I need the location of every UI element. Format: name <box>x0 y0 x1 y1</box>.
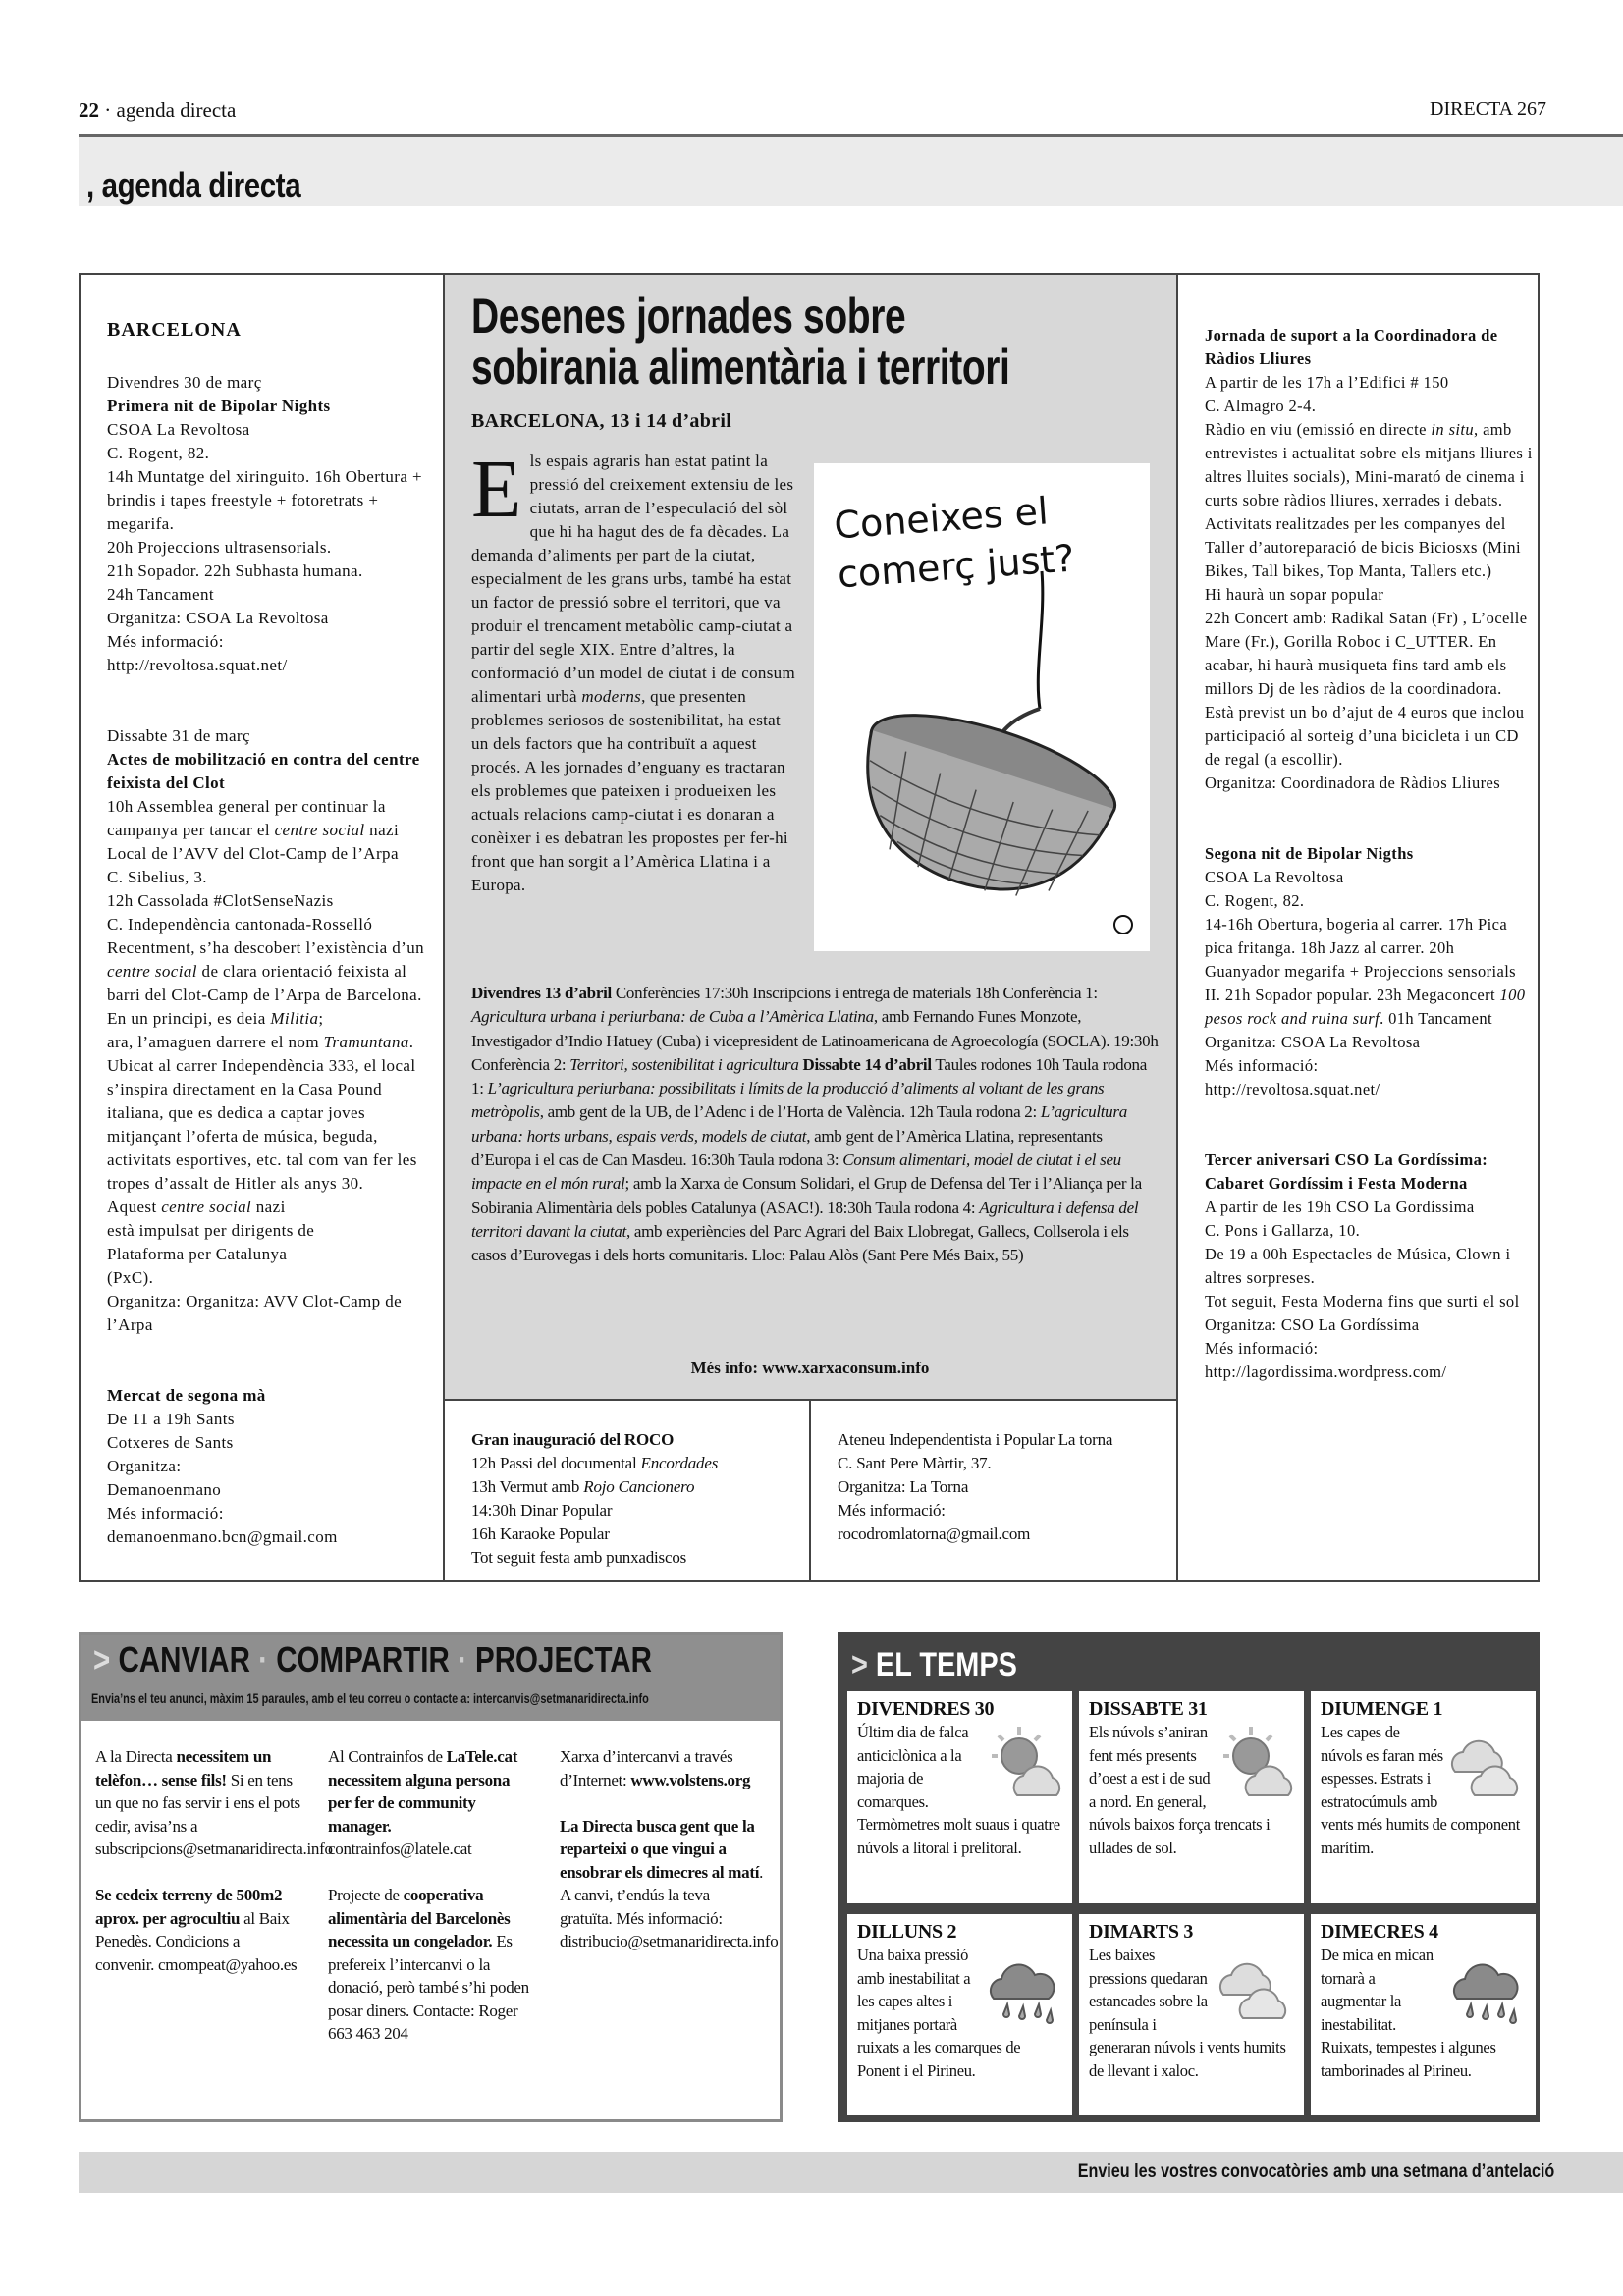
article-intro <box>471 444 800 897</box>
italic-text: L’agricultura periurbana: possibilitats i límits de la producció d’aliments al voltant de les grans metròpolis <box>471 1079 1105 1122</box>
classified-column <box>95 1745 333 1976</box>
text-run: . Ubicat al carrer Independència 333, el local s’inspira directament en la Casa Pound italiana, que es dedica a captar joves mitjançant l’oferta de música, beguda, activitats esportives, etc. tal com van fer les tropes d’assalt de Hitler als anys 30. Aquest <box>107 1033 417 1216</box>
italic-text: 100 pesos rock and ruina surf <box>1205 986 1526 1028</box>
section-name: · agenda directa <box>99 98 237 122</box>
italic-text: Tramuntana <box>323 1033 409 1051</box>
bold-text: Se cedeix terreny de 500m2 aprox. per agrocultiu <box>95 1886 283 1928</box>
text-run: Al Contrainfos de <box>328 1747 447 1766</box>
title-part: PROJECTAR <box>475 1639 652 1680</box>
text-run: De 11 a 19h Sants Cotxeres de Sants Organitza: Demanoenmano Més informació: demanoenmano.bcn@gmail.com <box>107 1410 338 1546</box>
bold-text: Jornada de suport a la Coordinadora de Ràdios Lliures <box>1205 326 1498 368</box>
weather-title-text: EL TEMPS <box>875 1646 1017 1683</box>
weather-day: DIUMENGE 1 <box>1321 1698 1443 1720</box>
italic-text: Rojo Cancionero <box>583 1477 695 1496</box>
weather-day-card <box>847 1914 1072 2115</box>
text-run: , amb Fernando Funes Monzote, Investigador d’Indio Hatuey (Cuba) i vicepresident de Latinoamericana de Agroecología (SOCLA). 19:30h Conferència 2: <box>471 1007 1159 1074</box>
weather-day: DIMECRES 4 <box>1321 1921 1438 1943</box>
partly-cloudy-icon <box>1216 1723 1298 1805</box>
article-headline: Desenes jornades sobre sobirania alimentària i territori <box>471 289 1010 395</box>
exchange-subtitle: Envia’ns el teu anunci, màxim 15 paraules, amb el teu correu o contacte a: intercanvis@setmanaridirecta.info <box>91 1690 649 1706</box>
text-run: Si en tens un que no fas servir i ens el pots cedir, avisa’ns a subscripcions@setmanaridirecta.info <box>95 1770 333 1858</box>
exchange-header <box>81 1635 780 1721</box>
text-run: . A canvi, t’endús la teva gratuïta. Més informació: distribucio@setmanaridirecta.info <box>560 1862 779 1950</box>
arrow-icon: > <box>93 1639 111 1680</box>
running-header <box>79 98 236 123</box>
text-run: 10h Assemblea general per continuar la campanya per tancar el <box>107 797 386 839</box>
text-run: Conferències 17:30h Inscripcions i entrega de materials 18h Conferència 1: <box>611 984 1098 1002</box>
arrow-icon: > <box>851 1646 868 1683</box>
title-part: CANVIAR <box>118 1639 250 1680</box>
text-run: A partir de les 19h CSO La Gordíssima C. Pons i Gallarza, 10. De 19 a 00h Espectacles de Música, Clown i altres sorpreses. Tot seguit, Festa Moderna fins que surti el sol Organitza: CSO La Gordíssima Més informació: http://lagordissima.wordpress.com/ <box>1205 1198 1520 1381</box>
issue-number: DIRECTA 267 <box>1430 98 1546 120</box>
weather-day: DIVENDRES 30 <box>857 1698 995 1720</box>
event-listing <box>107 724 431 1337</box>
fair-trade-illustration <box>814 463 1150 951</box>
italic-text: Encordades <box>640 1454 719 1472</box>
article-more-info[interactable]: Més info: www.xarxaconsum.info <box>690 1359 930 1377</box>
italic-text: Militia <box>270 1009 319 1028</box>
bold-text: Tercer aniversari CSO La Gordíssima: Cabaret Gordíssim i Festa Moderna <box>1205 1150 1488 1193</box>
event-listing <box>1205 324 1534 795</box>
text-run: Dissabte 31 de març <box>107 726 250 745</box>
bold-text: Segona nit de Bipolar Nigths <box>1205 844 1414 863</box>
italic-text: Consum alimentari, model de ciutat i el seu impacte en el món rural <box>471 1150 1121 1194</box>
italic-text: Agricultura urbana i periurbana: de Cuba a l’Amèrica Llatina <box>471 1007 874 1027</box>
text-run: nazi està impulsat per dirigents de Plataforma per Catalunya (PxC). Organitza: Organitza: AVV Clot-Camp de l’Arpa <box>107 1198 403 1334</box>
exchange-box <box>79 1632 783 2122</box>
classified-column <box>560 1745 779 1953</box>
bold-text: Mercat de segona mà <box>107 1386 266 1405</box>
text-run: ; amb la Xarxa de Consum Solidari, el Grup de Defensa del Ter i l’Aliança per la Sobirania Alimentària dels pobles Catalunya (ASAC!). 18:30h Taula rodona 4: <box>471 1174 1142 1217</box>
bold-text: La Directa busca gent que la reparteixi o que vingui a ensobrar els dimecres al matí <box>560 1816 760 1882</box>
rain-icon <box>1447 1946 1530 2028</box>
weather-day: DISSABTE 31 <box>1089 1698 1208 1720</box>
italic-text: centre social <box>274 821 365 839</box>
footer-band <box>79 2152 1623 2193</box>
bold-text: Primera nit de Bipolar Nights <box>107 397 331 415</box>
weather-title <box>851 1646 1017 1684</box>
text-run: A la Directa <box>95 1747 177 1766</box>
page-number: 22 <box>79 98 99 122</box>
column-divider <box>1176 273 1178 1582</box>
italic-text: Agricultura i defensa del territori davant la ciutat <box>471 1198 1139 1241</box>
weather-forecast: Últim dia de falca anticiclònica a la majoria de comarques. Termòmetres molt suaus i quatre núvols a litoral i prelitoral. <box>857 1723 1060 1857</box>
column-divider <box>443 273 445 1582</box>
text-run: Es prefereix l’intercanvi o la donació, però també s’hi poden posar diners. Contacte: Roger 663 463 204 <box>328 1932 529 2043</box>
weather-day-card <box>1079 1691 1304 1903</box>
weather-forecast: Les capes de núvols es faran més espesses. Estrats i estratocúmuls amb vents més humits de component marítim. <box>1321 1723 1521 1857</box>
text-run: , amb gent de la UB, de l’Adenc i de l’Horta de València. 12h Taula rodona 2: <box>539 1102 1041 1122</box>
weather-day-card <box>847 1691 1072 1903</box>
bold-text: Gran inauguració del ROCO <box>471 1430 675 1449</box>
italic-text: centre social <box>107 962 197 981</box>
illustration-lettering: Coneixes el comerç just? <box>833 489 1076 597</box>
text-run: ; ara, l’amaguen darrere el nom <box>107 1009 324 1051</box>
weather-forecast: Una baixa pressió amb inestabilitat a les capes altes i mitjanes portarà ruixats a les comarques de Ponent i el Pirineu. <box>857 1946 1021 2080</box>
weather-forecast: De mica en mican tornarà a augmentar la inestabilitat. Ruixats, tempestes i algunes tamborinades al Pirineu. <box>1321 1946 1496 2080</box>
text-run: 13h Vermut amb <box>471 1477 580 1496</box>
bold-text: Dissabte 14 d’abril <box>802 1054 932 1074</box>
section-title: , agenda directa <box>86 165 301 205</box>
weather-day-card <box>1079 1914 1304 2115</box>
bold-text: Divendres 13 d’abril <box>471 984 612 1002</box>
text-run: contrainfos@latele.cat Projecte de <box>328 1840 472 1904</box>
article-dateline: BARCELONA, 13 i 14 d’abril <box>471 410 732 432</box>
text-run: Taules rodones 10h Taula rodona 1: <box>471 1054 1147 1098</box>
section-band <box>79 137 1623 206</box>
weather-day: DILLUNS 2 <box>857 1921 957 1943</box>
text-run: A partir de les 17h a l’Edifici # 150 C. Almagro 2-4. Ràdio en viu (emissió en directe <box>1205 373 1449 439</box>
text-run: 12h Passi del documental <box>471 1454 637 1472</box>
bold-text: Actes de mobilització en contra del centre feixista del Clot <box>107 750 420 792</box>
text-run: Ateneu Independentista i Popular La torna C. Sant Pere Màrtir, 37. Organitza: La Torna Més informació: rocodromlatorna@gmail.com <box>838 1430 1113 1543</box>
text-run: al Baix Penedès. Condicions a convenir. cmompeat@yahoo.es <box>95 1908 298 1974</box>
text-run: CSOA La Revoltosa C. Rogent, 82. 14-16h Obertura, bogeria al carrer. 17h Pica pica fritanga. 18h Jazz al carrer. 20h Guanyador megarifa + Projeccions sensorials II. 21h Sopador popular. 23h Megaconcert <box>1205 868 1516 1004</box>
text-run: 14:30h Dinar Popular 16h Karaoke Popular Tot seguit festa amb punxadiscos <box>471 1501 687 1567</box>
text-run: , amb entrevistes i actualitat sobre els mitjans lliures i altres lluites socials), Mini-marató de cinema i curts sobre ràdios lliures, xerrades i debats. Activitats realitzades per les companyes del Taller d’autoreparació de bicis Biciosxs (Mini Bikes, Tall bikes, Top Manta, Tallers etc.) Hi haurà un sopar popular 22h Concert amb: Radikal Satan (Fr) , L’ocelle Mare (Fr.), Gorilla Roboc i C_UTTER. En acabar, hi haurà musiqueta fins tard amb els millors Dj de les ràdios de la coordinadora. Està previst un bo d’ajut de 4 euros que inclou participació al sorteig d’una bicicleta i un CD de regal (a escollir). Organitza: Coordinadora de Ràdios Lliures <box>1205 420 1533 792</box>
weather-day-card <box>1311 1691 1536 1903</box>
basket-icon <box>814 463 1150 951</box>
text-run: Divendres 30 de març <box>107 373 262 392</box>
left-column <box>107 294 431 1596</box>
text-run: , que presenten problemes seriosos de sostenibilitat, ha estat un dels factors que ha contribuït a aquest procés. A les jornades d’enguany es tractaran els problemes que pateixen i produeixen les actuals relacions camp-ciutat i es donaran a conèixer i es debatran les propostes per fer-hi front que han sorgit a l’Amèrica Llatina i a Europa. <box>471 687 788 894</box>
classified-column <box>328 1745 534 2046</box>
bold-text: LaTele.cat necessitem alguna persona per fer de community manager. <box>328 1747 518 1836</box>
rain-icon <box>984 1946 1066 2028</box>
weather-day-card <box>1311 1914 1536 2115</box>
text-run: , amb gent de l’Amèrica Llatina, representants d’Europa i el cas de Can Masdeu. 16:30h Taula rodona 3: <box>471 1126 1103 1170</box>
article-program <box>471 982 1159 1268</box>
cloudy-icon <box>1447 1723 1530 1805</box>
city-heading: BARCELONA <box>107 319 242 341</box>
bold-text: cooperativa alimentària del Barcelonès necessita un congelador. <box>328 1886 511 1950</box>
title-part: COMPARTIR <box>276 1639 450 1680</box>
right-column <box>1205 300 1534 1431</box>
italic-text: centre social <box>161 1198 252 1216</box>
italic-text: moderns <box>581 687 642 706</box>
text-run: nazi Local de l’AVV del Clot-Camp de l’Arpa C. Sibelius, 3. 12h Cassolada #ClotSenseNazis C. Independència cantonada-Rosselló Recentment, s’ha descobert l’existència d’un <box>107 821 425 957</box>
event-listing <box>107 1384 431 1549</box>
text-run: de clara orientació feixista al barri del Clot-Camp de l’Arpa de Barcelona. En un principi, es deia <box>107 962 422 1028</box>
weather-forecast: Les baixes pressions quedaran estancades sobre la península i generaran núvols i vents humits de llevant i xaloc. <box>1089 1946 1286 2080</box>
column-divider <box>809 1399 811 1582</box>
exchange-title <box>93 1639 652 1681</box>
italic-text: in situ <box>1431 420 1475 439</box>
italic-text: Territori, sostenibilitat i agricultura <box>569 1054 799 1074</box>
event-listing <box>1205 842 1534 1101</box>
drop-cap: E <box>471 444 522 535</box>
event-listing <box>838 1428 1162 1546</box>
weather-forecast: Els núvols s’aniran fent més presents d’oest a est i de sud a nord. En general, núvols baixos força trencats i ullades de sol. <box>1089 1723 1271 1857</box>
cloudy-icon <box>1216 1946 1298 2028</box>
text-run: CSOA La Revoltosa C. Rogent, 82. 14h Muntatge del xiringuito. 16h Obertura + brindis i tapes freestyle + fotoretrats + megarifa. 20h Projeccions ultrasensorials. 21h Sopador. 22h Subhasta humana. 24h Tancament Organitza: CSOA La Revoltosa Més informació: http://revoltosa.squat.net/ <box>107 420 422 674</box>
event-listing <box>1205 1148 1534 1384</box>
bold-text: www.volstens.org <box>630 1770 751 1789</box>
italic-text: L’agricultura urbana: horts urbans, espais verds, models de ciutat <box>471 1102 1127 1146</box>
bold-text: necessitem un telèfon… sense fils! <box>95 1747 272 1789</box>
text-run: Xarxa d’intercanvi a través d’Internet: <box>560 1747 733 1789</box>
weather-box <box>838 1632 1540 2122</box>
event-listing <box>107 371 431 677</box>
event-listing <box>471 1428 805 1570</box>
text-run: ls espais agraris han estat patint la pressió del creixement extensiu de les ciutats, arran de l’especulació del sòl que hi ha hagut des de fa dècades. La demanda d’aliments per part de la ciutat, especialment de les grans urbs, també ha estat un factor de pressió sobre el territori, que va produir el trencament metabòlic camp-ciutat a partir del segle XIX. Entre d’altres, la conformació d’un model de ciutat i de consum alimentari urbà <box>471 452 795 706</box>
text-run: , amb experiències del Parc Agrari del Baix Llobregat, Gallecs, Collserola i els casos d’Eurovegas i dels horts comunitaris. Lloc: Palau Alòs (Sant Pere Més Baix, 55) <box>471 1221 1129 1265</box>
text-run: . 01h Tancament Organitza: CSOA La Revoltosa Més informació: http://revoltosa.squat.net/ <box>1205 1009 1493 1098</box>
separator: · <box>258 1639 269 1680</box>
weather-day: DIMARTS 3 <box>1089 1921 1194 1943</box>
partly-cloudy-icon <box>984 1723 1066 1805</box>
footer-note: Envieu les vostres convocatòries amb una setmana d’antelació <box>1077 2162 1554 2182</box>
separator: · <box>457 1639 467 1680</box>
